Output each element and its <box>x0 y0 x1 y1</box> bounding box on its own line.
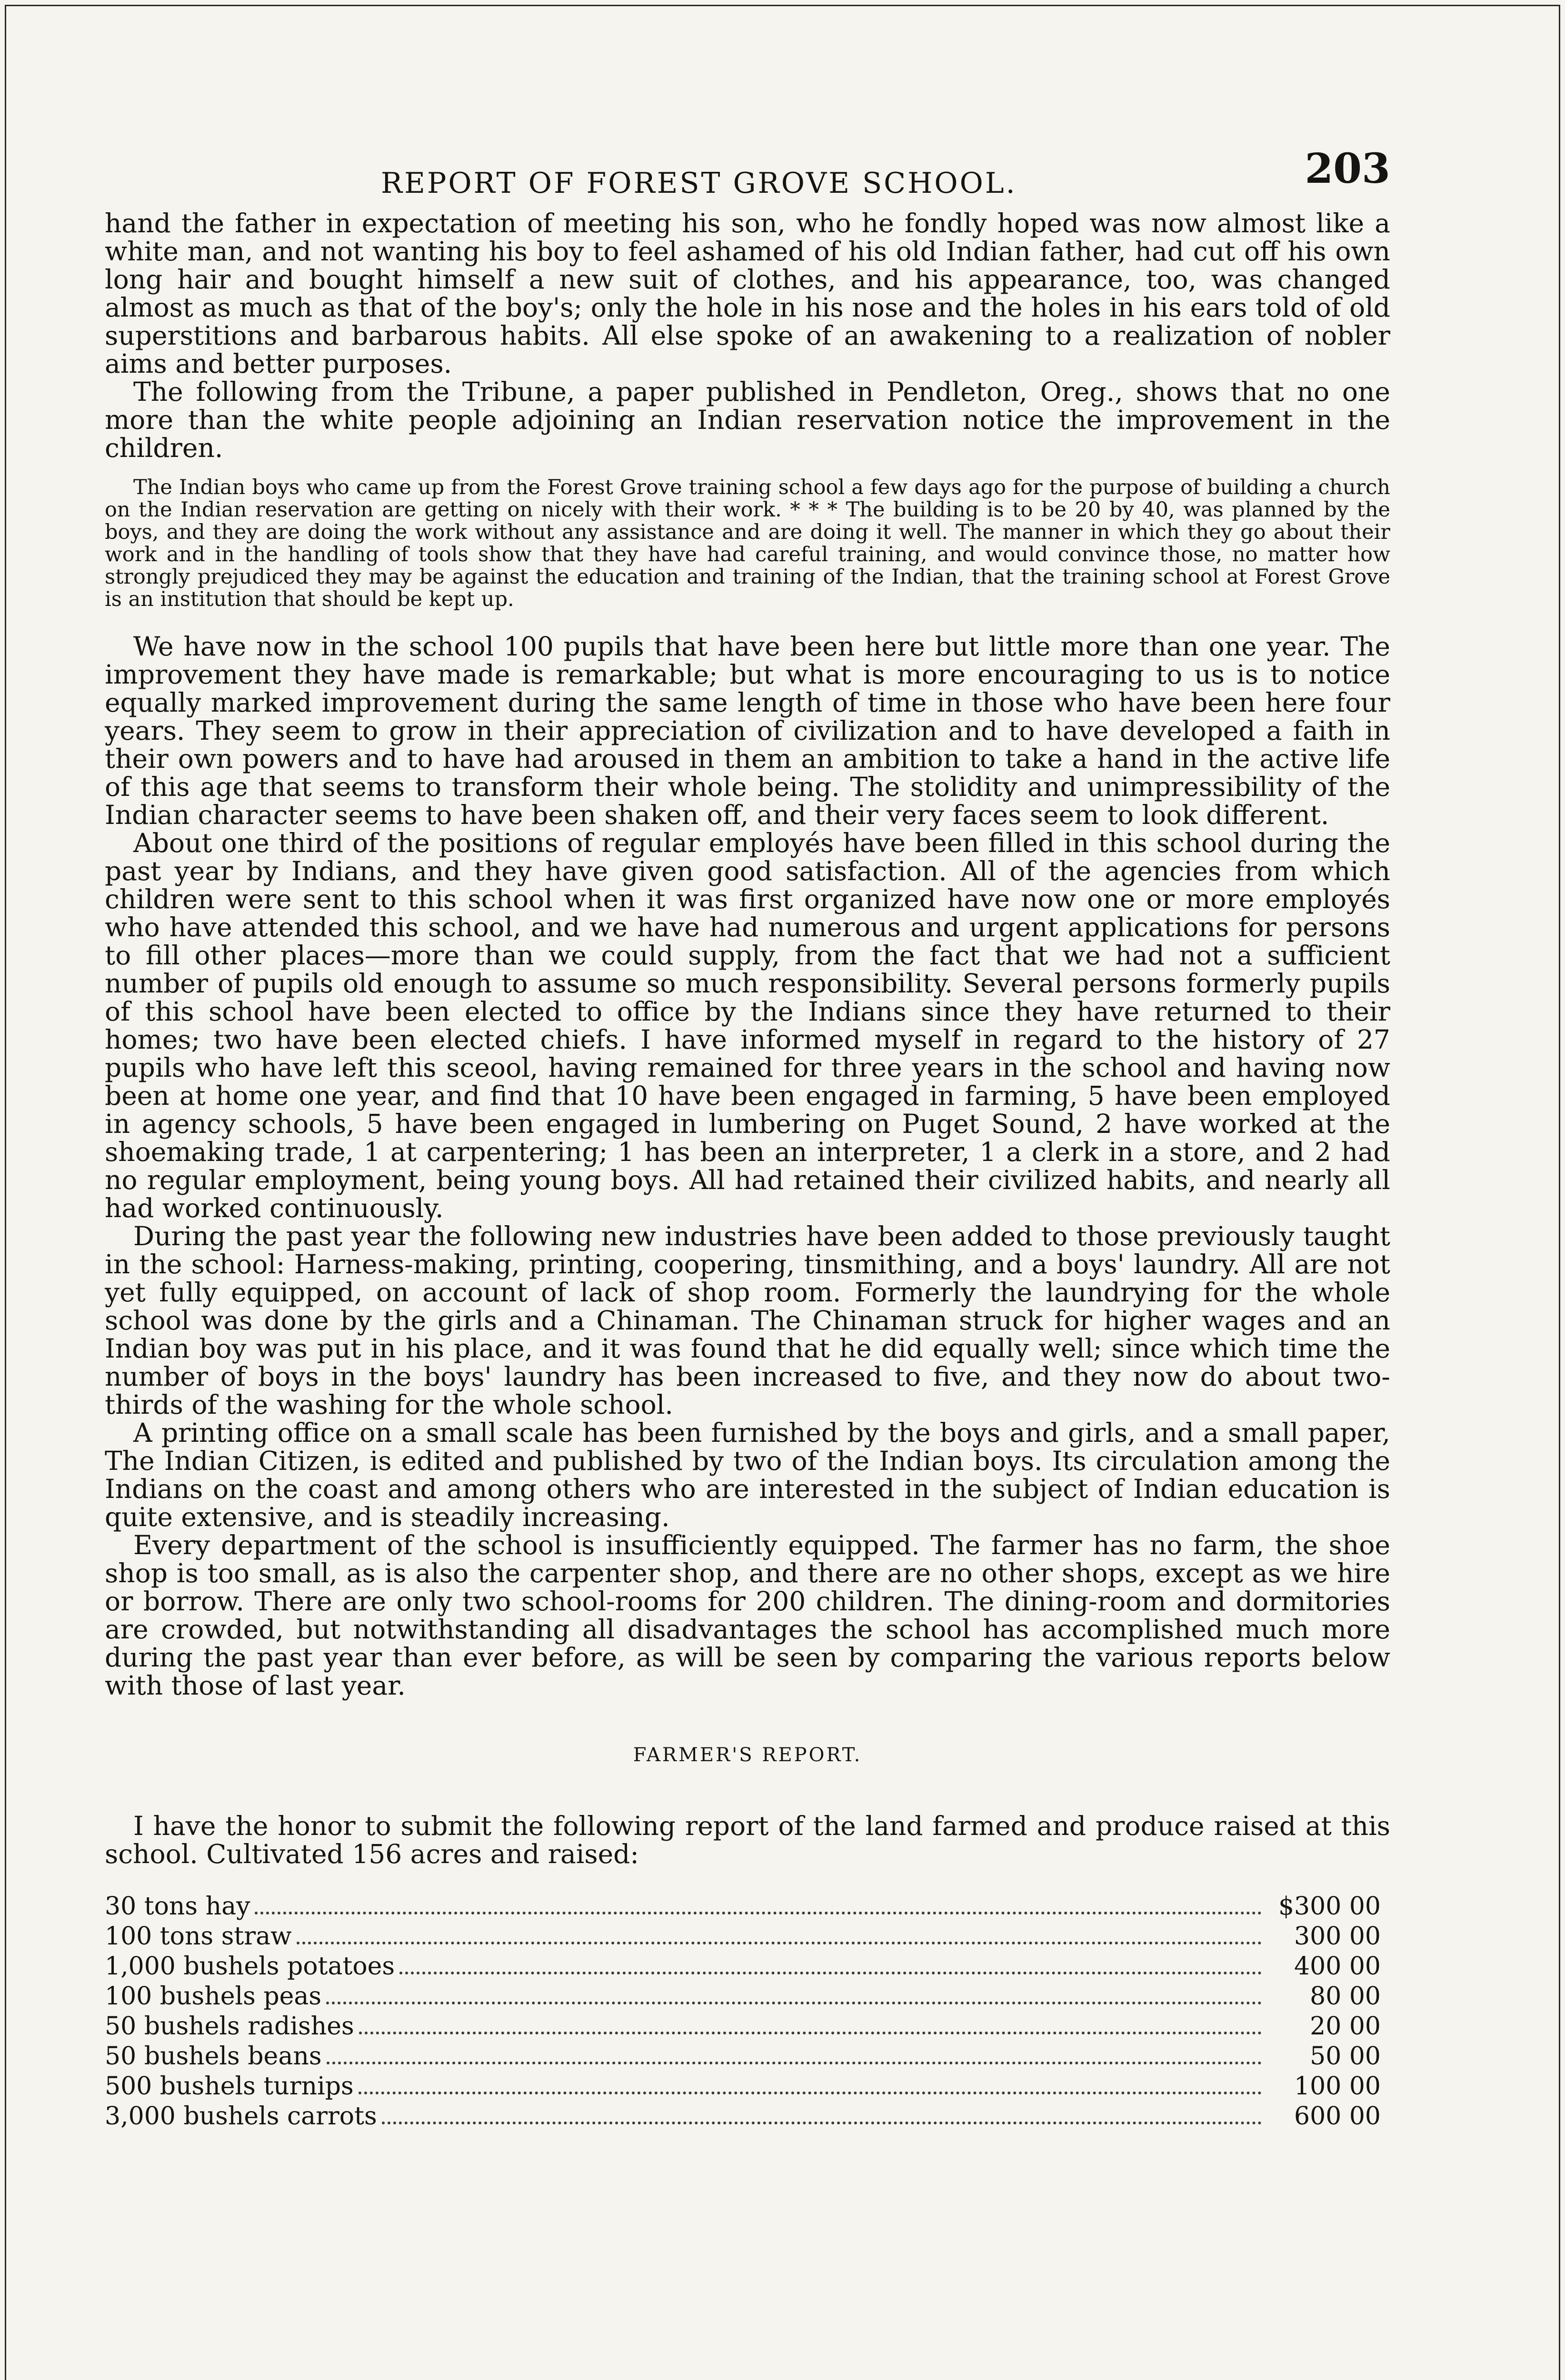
paragraph-equipment: Every department of the school is insufficiently equipped. The farmer has no farm, the shoe shop is too small, as is also the carpenter shop, and there are no other shops, except as we hire or borrow. There are only two school-rooms for 200 children. The dining-room and dormitories are crowded, but notwithstanding all disadvantages the school has accomplished much more during the past year than ever before, as will be seen by comparing the various reports below with those of last year. <box>105 1530 1390 1701</box>
paragraph-pupils: We have now in the school 100 pupils that have been here but little more than one year. The improvement they have made is remarkable; but what is more encouraging to us is to notice equally marked improvement during the same length of time in those who have been here four years. They seem to grow in their appreciation of civilization and to have developed a faith in their own powers and to have had aroused in them an ambition to take a hand in the active life of this age that seems to transform their whole being. The stolidity and unimpressibility of the Indian character seems to have been shaken off, and their very faces seem to look different. <box>105 631 1390 830</box>
produce-amount: $300 00 <box>1278 1892 1381 1921</box>
page-number: 203 <box>1305 145 1390 193</box>
produce-amount: 300 00 <box>1294 1922 1381 1951</box>
produce-item: 1,000 bushels potatoes <box>105 1952 395 1981</box>
dot-leader <box>255 1912 1262 1914</box>
dot-leader <box>399 1972 1262 1974</box>
produce-item: 30 tons hay <box>105 1892 250 1921</box>
tribune-quotation <box>105 476 1390 611</box>
dot-leader <box>382 2122 1262 2124</box>
dot-leader <box>359 2032 1262 2034</box>
produce-item: 100 bushels peas <box>105 1982 322 2011</box>
dot-leader <box>359 2092 1262 2094</box>
produce-item: 3,000 bushels carrots <box>105 2102 377 2131</box>
document-page <box>105 129 1390 2132</box>
paragraph-tribune-intro: The following from the Tribune, a paper published in Pendleton, Oreg., shows that no one more than the white people adjoining an Indian reservation notice the improvement in the children. <box>105 377 1390 463</box>
produce-amount: 600 00 <box>1294 2102 1381 2131</box>
table-row <box>105 1952 1381 1982</box>
produce-item: 50 bushels radishes <box>105 2012 354 2041</box>
table-row <box>105 2102 1381 2132</box>
running-title: REPORT OF FOREST GROVE SCHOOL. <box>381 167 1017 200</box>
table-row <box>105 2042 1381 2072</box>
dot-leader <box>326 2002 1262 2004</box>
table-row <box>105 1982 1381 2012</box>
dot-leader <box>327 2062 1262 2064</box>
paragraph-printing-office: A printing office on a small scale has been furnished by the boys and girls, and a small paper, The Indian Citizen, is edited and published by two of the Indian boys. Its circulation among the Indians on the coast and among others who are interested in the subject of Indian education is quite extensive, and is steadily increasing. <box>105 1418 1390 1532</box>
produce-item: 500 bushels turnips <box>105 2072 354 2101</box>
paragraph-employes: About one third of the positions of regular employés have been filled in this school during the past year by Indians, and they have given good satisfaction. All of the agencies from which children were sent to this school when it was first organized have now one or more employés who have attended this school, and we have had numerous and urgent applications for persons to fill other places—more than we could supply, from the fact that we had not a sufficient number of pupils old enough to assume so much responsibility. Several persons formerly pupils of this school have been elected to office by the Indians since they have returned to their homes; two have been elected chiefs. I have informed myself in regard to the history of 27 pupils who have left this sceool, having remained for three years in the school and having now been at home one year, and find that 10 have been engaged in farming, 5 have been employed in agency schools, 5 have been engaged in lumbering on Puget Sound, 2 have worked at the shoemaking trade, 1 at carpentering; 1 has been an interpreter, 1 a clerk in a store, and 2 had no regular employment, being young boys. All had retained their civilized habits, and nearly all had worked continuously. <box>105 828 1390 1223</box>
farmers-report-intro: I have the honor to submit the following report of the land farmed and produce raised at this school. Cultivated 156 acres and raised: <box>105 1811 1390 1869</box>
quotation-text: The Indian boys who came up from the Forest Grove training school a few days ago for the purpose of building a church on the Indian reservation are getting on nicely with their work. * * * The building is to be 20 by 40, was planned by the boys, and they are doing the work without any assistance and are doing it well. The manner in which they go about their work and in the handling of tools show that they have had careful training, and would convince those, no matter how strongly prejudiced they may be against the education and training of the Indian, that the training school at Forest Grove is an institution that should be kept up. <box>105 476 1390 611</box>
produce-amount: 50 00 <box>1310 2042 1381 2071</box>
dot-leader <box>297 1942 1262 1944</box>
table-row <box>105 1922 1381 1952</box>
produce-amount: 400 00 <box>1294 1952 1381 1981</box>
table-row <box>105 2072 1381 2102</box>
paragraph-industries: During the past year the following new industries have been added to those previously taught in the school: Harness-making, printing, coopering, tinsmithing, and a boys' laundry. All are not yet fully equipped, on account of lack of shop room. Formerly the laundrying for the whole school was done by the girls and a Chinaman. The Chinaman struck for higher wages and an Indian boy was put in his place, and it was found that he did equally well; since which time the number of boys in the boys' laundry has been increased to five, and they now do about two-thirds of the washing for the whole school. <box>105 1221 1390 1420</box>
produce-amount: 20 00 <box>1310 2012 1381 2041</box>
produce-amount: 100 00 <box>1294 2072 1381 2101</box>
farmers-report-heading: FARMER'S REPORT. <box>633 1744 862 1766</box>
page-header <box>105 129 1390 209</box>
produce-item: 100 tons straw <box>105 1922 292 1951</box>
produce-amount: 80 00 <box>1310 1982 1381 2011</box>
table-row <box>105 1892 1381 1922</box>
produce-table <box>105 1892 1381 2132</box>
produce-item: 50 bushels beans <box>105 2042 322 2071</box>
paragraph-continued: hand the father in expectation of meeting his son, who he fondly hoped was now almost like a white man, and not wanting his boy to feel ashamed of his old Indian father, had cut off his own long hair and bought himself a new suit of clothes, and his appearance, too, was changed almost as much as that of the boy's; only the hole in his nose and the holes in his ears told of old superstitions and barbarous habits. All else spoke of an awakening to a realization of nobler aims and better purposes. <box>105 208 1390 379</box>
table-row <box>105 2012 1381 2042</box>
